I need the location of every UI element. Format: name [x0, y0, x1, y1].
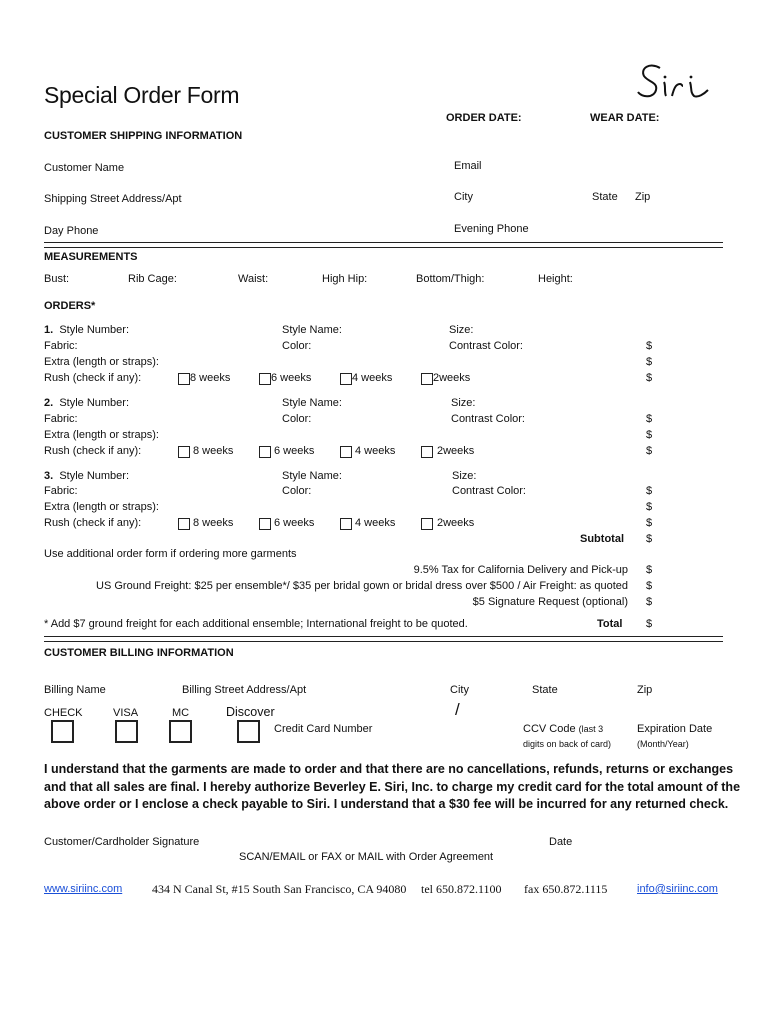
order-1-rush-6-label: 6 weeks — [271, 372, 312, 384]
agreement-line-2: and that all sales are final. I hereby authorize Beverley E. Siri, Inc. to charge my credit card for the total amount of the — [44, 780, 741, 794]
billing-street-field[interactable]: Billing Street Address/Apt — [182, 684, 307, 696]
order-2-rush-2-label: 2weeks — [437, 445, 475, 457]
discover-label: Discover — [226, 705, 275, 719]
total-value: $ — [646, 618, 653, 630]
order-3-rush-2-label: 2weeks — [437, 517, 475, 529]
signature-field[interactable]: Customer/Cardholder Signature — [44, 836, 200, 848]
subtotal-value: $ — [646, 533, 653, 545]
order-3-rush-2-checkbox[interactable] — [421, 518, 433, 530]
order-2-price-2: $ — [646, 429, 653, 441]
total-label: Total — [597, 618, 623, 630]
signature-request-value: $ — [646, 596, 653, 608]
wear-date-label: WEAR DATE: — [590, 112, 660, 124]
order-2-price-3: $ — [646, 445, 653, 457]
order-2-size[interactable]: Size: — [451, 397, 476, 409]
measurements-heading: MEASUREMENTS — [44, 251, 138, 263]
shipping-state-field[interactable]: State — [592, 191, 618, 203]
order-1-style-name[interactable]: Style Name: — [282, 324, 342, 336]
order-1-color[interactable]: Color: — [282, 340, 312, 352]
discover-checkbox[interactable] — [237, 720, 260, 743]
billing-city-field[interactable]: City — [450, 684, 469, 696]
order-3-size[interactable]: Size: — [452, 470, 477, 482]
order-1-rush-8-label: 8 weeks — [190, 372, 231, 384]
subtotal-label: Subtotal — [580, 533, 624, 545]
order-1-rush-4-label: 4 weeks — [352, 372, 393, 384]
tax-label: 9.5% Tax for California Delivery and Pick-up — [413, 564, 628, 576]
order-3-rush-8-checkbox[interactable] — [178, 518, 190, 530]
order-2-fabric[interactable]: Fabric: — [44, 413, 78, 425]
order-2-rush-4-checkbox[interactable] — [340, 446, 352, 458]
siri-logo — [636, 58, 712, 109]
order-3-price-3: $ — [646, 517, 653, 529]
high-hip-field[interactable]: High Hip: — [322, 273, 368, 285]
page-title: Special Order Form — [44, 82, 240, 108]
website-link[interactable]: www.siriinc.com — [44, 883, 123, 895]
order-2-rush-8-checkbox[interactable] — [178, 446, 190, 458]
section-divider — [44, 636, 723, 642]
email-link[interactable]: info@siriinc.com — [637, 883, 718, 895]
order-2-rush-4-label: 4 weeks — [355, 445, 396, 457]
signature-date-field[interactable]: Date — [549, 836, 573, 848]
order-2-rush-2-checkbox[interactable] — [421, 446, 433, 458]
customer-name-field[interactable]: Customer Name — [44, 162, 125, 174]
mc-checkbox[interactable] — [169, 720, 192, 743]
freight-value: $ — [646, 580, 653, 592]
order-3-rush-8-label: 8 weeks — [193, 517, 234, 529]
order-1-rush-2-label: 2weeks — [433, 372, 471, 384]
order-1-contrast-color[interactable]: Contrast Color: — [449, 340, 523, 352]
order-2-rush-6-label: 6 weeks — [274, 445, 315, 457]
check-checkbox[interactable] — [51, 720, 74, 743]
email-field[interactable]: Email — [454, 160, 482, 172]
agreement-line-1: I understand that the garments are made to order and that there are no cancellations, refunds, returns or exchanges — [44, 762, 734, 776]
order-2-color[interactable]: Color: — [282, 413, 312, 425]
order-3-price-2: $ — [646, 501, 653, 513]
order-1-rush-4-checkbox[interactable] — [340, 373, 352, 385]
tax-value: $ — [646, 564, 653, 576]
evening-phone-field[interactable]: Evening Phone — [454, 223, 529, 235]
bust-field[interactable]: Bust: — [44, 273, 70, 285]
order-1-style-number[interactable]: 1. Style Number: — [44, 324, 130, 336]
submission-methods: SCAN/EMAIL or FAX or MAIL with Order Agreement — [239, 851, 494, 863]
order-3-rush-4-checkbox[interactable] — [340, 518, 352, 530]
additional-form-note: Use additional order form if ordering more garments — [44, 548, 297, 560]
mc-label: MC — [172, 707, 190, 719]
order-1-rush-label: Rush (check if any): — [44, 372, 142, 384]
company-fax: fax 650.872.1115 — [524, 882, 608, 896]
order-2-price-1: $ — [646, 413, 653, 425]
shipping-zip-field[interactable]: Zip — [635, 191, 651, 203]
order-3-fabric[interactable]: Fabric: — [44, 485, 78, 497]
order-3-contrast-color[interactable]: Contrast Color: — [452, 485, 526, 497]
billing-zip-field[interactable]: Zip — [637, 684, 653, 696]
visa-label: VISA — [113, 707, 139, 719]
shipping-street-field[interactable]: Shipping Street Address/Apt — [44, 193, 182, 205]
order-date-label: ORDER DATE: — [446, 112, 522, 124]
order-3-price-1: $ — [646, 485, 653, 497]
day-phone-field[interactable]: Day Phone — [44, 225, 99, 237]
order-1-rush-6-checkbox[interactable] — [259, 373, 271, 385]
expiration-date-field[interactable]: Expiration Date — [637, 723, 713, 735]
billing-name-field[interactable]: Billing Name — [44, 684, 106, 696]
order-2-extra[interactable]: Extra (length or straps): — [44, 429, 159, 441]
shipping-heading: CUSTOMER SHIPPING INFORMATION — [44, 130, 243, 142]
order-3-color[interactable]: Color: — [282, 485, 312, 497]
order-3-extra[interactable]: Extra (length or straps): — [44, 501, 159, 513]
order-3-rush-6-checkbox[interactable] — [259, 518, 271, 530]
ccv-code-field[interactable]: CCV Code (last 3 — [523, 723, 604, 735]
order-1-fabric[interactable]: Fabric: — [44, 340, 78, 352]
visa-checkbox[interactable] — [115, 720, 138, 743]
order-2-rush-8-label: 8 weeks — [193, 445, 234, 457]
order-1-rush-2-checkbox[interactable] — [421, 373, 433, 385]
order-2-rush-label: Rush (check if any): — [44, 445, 142, 457]
order-1-rush-8-checkbox[interactable] — [178, 373, 190, 385]
order-1-extra[interactable]: Extra (length or straps): — [44, 356, 159, 368]
rib-cage-field[interactable]: Rib Cage: — [128, 273, 177, 285]
credit-card-number-field[interactable]: Credit Card Number — [274, 723, 373, 735]
order-3-rush-4-label: 4 weeks — [355, 517, 396, 529]
signature-request-label: $5 Signature Request (optional) — [472, 596, 628, 608]
company-address: 434 N Canal St, #15 South San Francisco, CA 94080 — [152, 882, 407, 896]
agreement-line-3: above order or I enclose a check payable to Siri. I understand that a $30 fee will be incurred for any returned check. — [44, 797, 729, 811]
bottom-thigh-field[interactable]: Bottom/Thigh: — [416, 273, 485, 285]
waist-field[interactable]: Waist: — [238, 273, 269, 285]
expiration-note: (Month/Year) — [637, 739, 689, 749]
ccv-note: digits on back of card) — [523, 739, 612, 749]
order-3-rush-6-label: 6 weeks — [274, 517, 315, 529]
freight-note: * Add $7 ground freight for each additional ensemble; International freight to be quoted. — [44, 618, 468, 630]
order-3-rush-label: Rush (check if any): — [44, 517, 142, 529]
order-1-price-3: $ — [646, 372, 653, 384]
slash-separator: / — [455, 700, 460, 719]
company-phone: tel 650.872.1100 — [421, 882, 502, 896]
check-label: CHECK — [44, 707, 83, 719]
order-2-style-number[interactable]: 2. Style Number: — [44, 397, 130, 409]
billing-heading: CUSTOMER BILLING INFORMATION — [44, 647, 234, 659]
order-1-size[interactable]: Size: — [449, 324, 474, 336]
section-divider — [44, 242, 723, 248]
height-field[interactable]: Height: — [538, 273, 573, 285]
orders-heading: ORDERS* — [44, 300, 96, 312]
order-2-contrast-color[interactable]: Contrast Color: — [451, 413, 525, 425]
order-2-style-name[interactable]: Style Name: — [282, 397, 342, 409]
freight-label: US Ground Freight: $25 per ensemble*/ $35 per bridal gown or bridal dress over $500 / Air Freight: as quoted — [96, 580, 628, 592]
order-3-style-name[interactable]: Style Name: — [282, 470, 342, 482]
order-1-price-2: $ — [646, 356, 653, 368]
order-1-price-1: $ — [646, 340, 653, 352]
billing-state-field[interactable]: State — [532, 684, 558, 696]
order-3-style-number[interactable]: 3. Style Number: — [44, 470, 130, 482]
order-2-rush-6-checkbox[interactable] — [259, 446, 271, 458]
shipping-city-field[interactable]: City — [454, 191, 473, 203]
